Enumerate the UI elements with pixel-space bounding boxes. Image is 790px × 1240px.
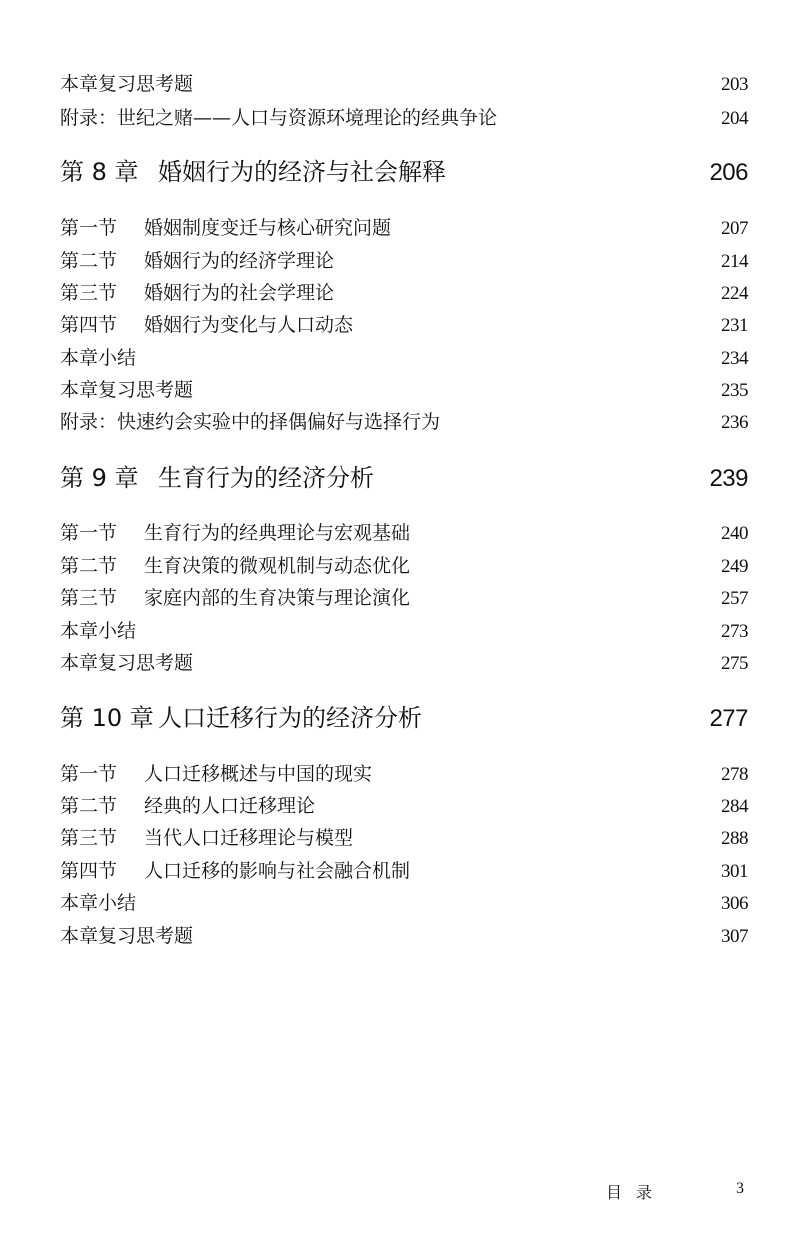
chapter-title: 生育行为的经济分析 <box>158 464 374 492</box>
toc-entry-summary <box>60 619 748 644</box>
toc-entry-review-questions <box>60 378 748 403</box>
toc-entry-summary <box>60 346 748 371</box>
toc-page-number: 207 <box>721 218 748 239</box>
section-number: 第四节 <box>60 860 118 882</box>
toc-entry-title: 本章复习思考题 <box>60 652 194 674</box>
toc-entry-title: 婚姻行为的经济学理论 <box>144 250 335 272</box>
toc-entry-section <box>60 249 748 274</box>
toc-entry-section <box>60 859 748 884</box>
toc-page-number: 284 <box>721 796 748 817</box>
toc-page-number: 240 <box>721 523 748 544</box>
toc-entry-title: 附录：世纪之赌——人口与资源环境理论的经典争论 <box>60 107 498 129</box>
section-number: 第三节 <box>60 587 118 609</box>
toc-entry-section <box>60 313 748 338</box>
toc-page-number: 273 <box>721 621 748 642</box>
toc-entry-section <box>60 281 748 306</box>
toc-entry-title: 经典的人口迁移理论 <box>144 795 316 817</box>
toc-entry-review-questions <box>60 924 748 949</box>
toc-entry-section <box>60 216 748 241</box>
toc-entry-section <box>60 794 748 819</box>
page-footer <box>0 1180 790 1204</box>
toc-page-number: 239 <box>709 465 748 492</box>
toc-page-number: 275 <box>721 653 748 674</box>
toc-entry-title: 本章小结 <box>60 620 137 642</box>
toc-entry-title: 附录：快速约会实验中的择偶偏好与选择行为 <box>60 411 441 433</box>
section-number: 第二节 <box>60 795 118 817</box>
toc-entry-appendix <box>60 410 748 435</box>
toc-entry-review-questions <box>60 72 748 97</box>
toc-entry-title: 人口迁移概述与中国的现实 <box>144 763 373 785</box>
toc-page-number: 203 <box>721 74 748 95</box>
section-number: 第二节 <box>60 250 118 272</box>
toc-chapter-9 <box>60 463 748 494</box>
toc-entry-title: 生育行为的经典理论与宏观基础 <box>144 522 411 544</box>
toc-page-number: 301 <box>721 861 748 882</box>
toc-page-number: 224 <box>721 283 748 304</box>
section-number: 第三节 <box>60 282 118 304</box>
toc-entry-title: 本章复习思考题 <box>60 73 194 95</box>
section-number: 第二节 <box>60 555 118 577</box>
toc-page-number: 236 <box>721 412 748 433</box>
toc-page-number: 234 <box>721 348 748 369</box>
toc-entry-title: 生育决策的微观机制与动态优化 <box>144 555 411 577</box>
toc-page-number: 235 <box>721 380 748 401</box>
toc-page-number: 277 <box>709 705 748 732</box>
toc-entry-review-questions <box>60 651 748 676</box>
toc-entry-section <box>60 554 748 579</box>
toc-chapter-10 <box>60 703 748 734</box>
toc-entry-title: 本章小结 <box>60 892 137 914</box>
section-number: 第一节 <box>60 522 118 544</box>
toc-entry-title: 人口迁移的影响与社会融合机制 <box>144 860 411 882</box>
toc-page-number: 307 <box>721 926 748 947</box>
toc-entry-title: 婚姻行为变化与人口动态 <box>144 314 354 336</box>
toc-chapter-8 <box>60 157 748 188</box>
toc-entry-title: 本章复习思考题 <box>60 925 194 947</box>
toc-entry-title: 婚姻制度变迁与核心研究问题 <box>144 217 392 239</box>
toc-page-number: 231 <box>721 315 748 336</box>
toc-entry-title: 婚姻行为的社会学理论 <box>144 282 335 304</box>
chapter-number: 第 8 章 <box>60 158 139 186</box>
section-number: 第三节 <box>60 827 118 849</box>
folio-page-number: 3 <box>736 1180 744 1197</box>
toc-entry-title: 家庭内部的生育决策与理论演化 <box>144 587 411 609</box>
toc-entry-section <box>60 586 748 611</box>
toc-page-number: 306 <box>721 893 748 914</box>
toc-entry-appendix <box>60 106 748 131</box>
toc-entry-title: 当代人口迁移理论与模型 <box>144 827 354 849</box>
toc-entry-title: 本章复习思考题 <box>60 379 194 401</box>
chapter-title: 人口迁移行为的经济分析 <box>158 704 422 732</box>
toc-page-number: 249 <box>721 556 748 577</box>
toc-page-number: 214 <box>721 251 748 272</box>
toc-entry-title: 本章小结 <box>60 347 137 369</box>
toc-entry-section <box>60 521 748 546</box>
toc-entry-section <box>60 762 748 787</box>
running-section-title: 目录 <box>606 1183 667 1202</box>
chapter-number: 第 9 章 <box>60 464 139 492</box>
toc-page-number: 257 <box>721 588 748 609</box>
toc-page-number: 278 <box>721 764 748 785</box>
chapter-title: 婚姻行为的经济与社会解释 <box>158 158 446 186</box>
toc-page-number: 206 <box>709 159 748 186</box>
chapter-number: 第 10 章 <box>60 704 154 732</box>
toc-page-number: 204 <box>721 108 748 129</box>
toc-page-number: 288 <box>721 828 748 849</box>
toc-entry-summary <box>60 891 748 916</box>
section-number: 第四节 <box>60 314 118 336</box>
section-number: 第一节 <box>60 763 118 785</box>
toc-entry-section <box>60 826 748 851</box>
section-number: 第一节 <box>60 217 118 239</box>
